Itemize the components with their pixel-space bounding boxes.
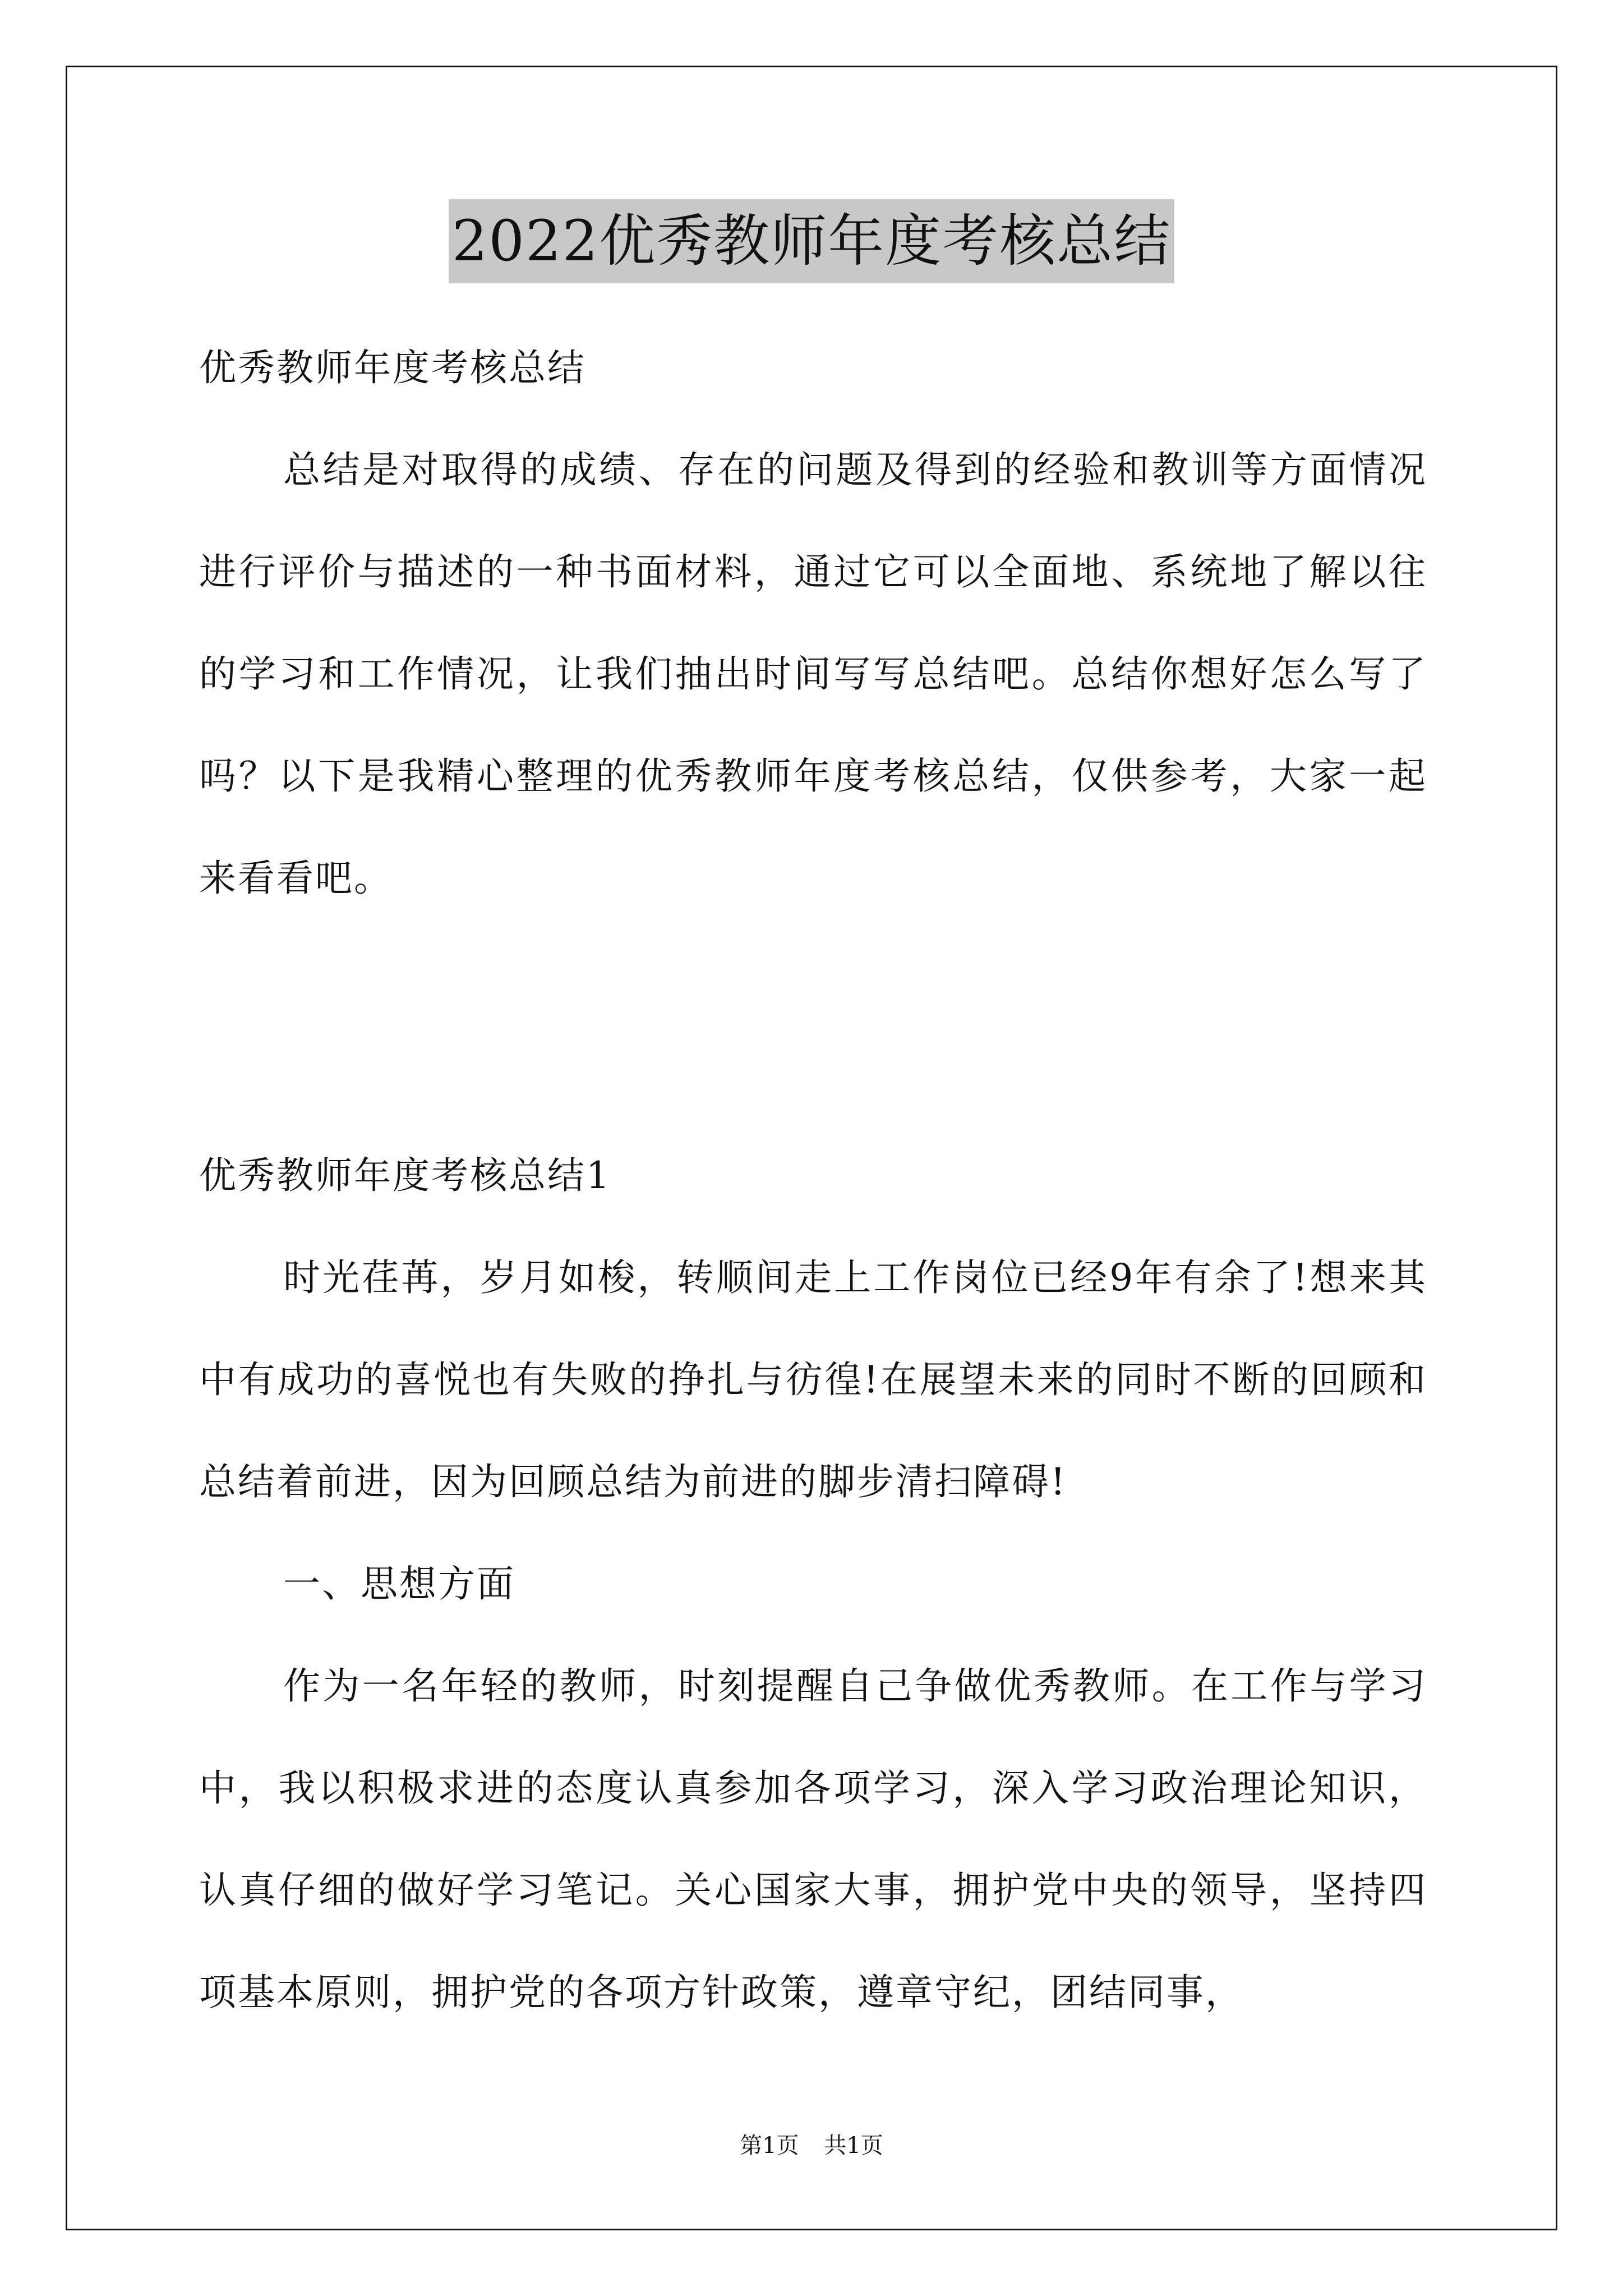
document-body (199, 317, 1427, 930)
document-subtitle: 优秀教师年度考核总结 (199, 346, 586, 389)
page-count: 共1页 (824, 2133, 883, 2159)
sub-heading: 一、思想方面 (283, 1562, 515, 1605)
document-title: 2022优秀教师年度考核总结 (449, 199, 1175, 283)
page-footer (0, 2129, 1623, 2162)
section-heading: 优秀教师年度考核总结1 (199, 1154, 611, 1197)
page-number: 第1页 (740, 2133, 799, 2159)
section-paragraph: 作为一名年轻的教师，时刻提醒自己争做优秀教师。在工作与学习中，我以积极求进的态度认真参加各项学习，深入学习政治理论知识，认真仔细的做好学习笔记。关心国家大事，拥护党中央的领导，坚持四项基本原则，拥护党的各项方针政策，遵章守纪，团结同事， (199, 1664, 1427, 2014)
section-1 (199, 1125, 1427, 2044)
section-paragraph: 时光荏苒，岁月如梭，转顺间走上工作岗位已经9年有余了!想来其中有成功的喜悦也有失败的挣扎与彷徨!在展望未来的同时不断的回顾和总结着前进，因为回顾总结为前进的脚步清扫障碍! (199, 1256, 1427, 1503)
title-container (0, 199, 1623, 283)
intro-paragraph: 总结是对取得的成绩、存在的问题及得到的经验和教训等方面情况进行评价与描述的一种书面材料，通过它可以全面地、系统地了解以往的学习和工作情况，让我们抽出时间写写总结吧。总结你想好怎么写了吗？以下是我精心整理的优秀教师年度考核总结，仅供参考，大家一起来看看吧。 (199, 448, 1427, 900)
